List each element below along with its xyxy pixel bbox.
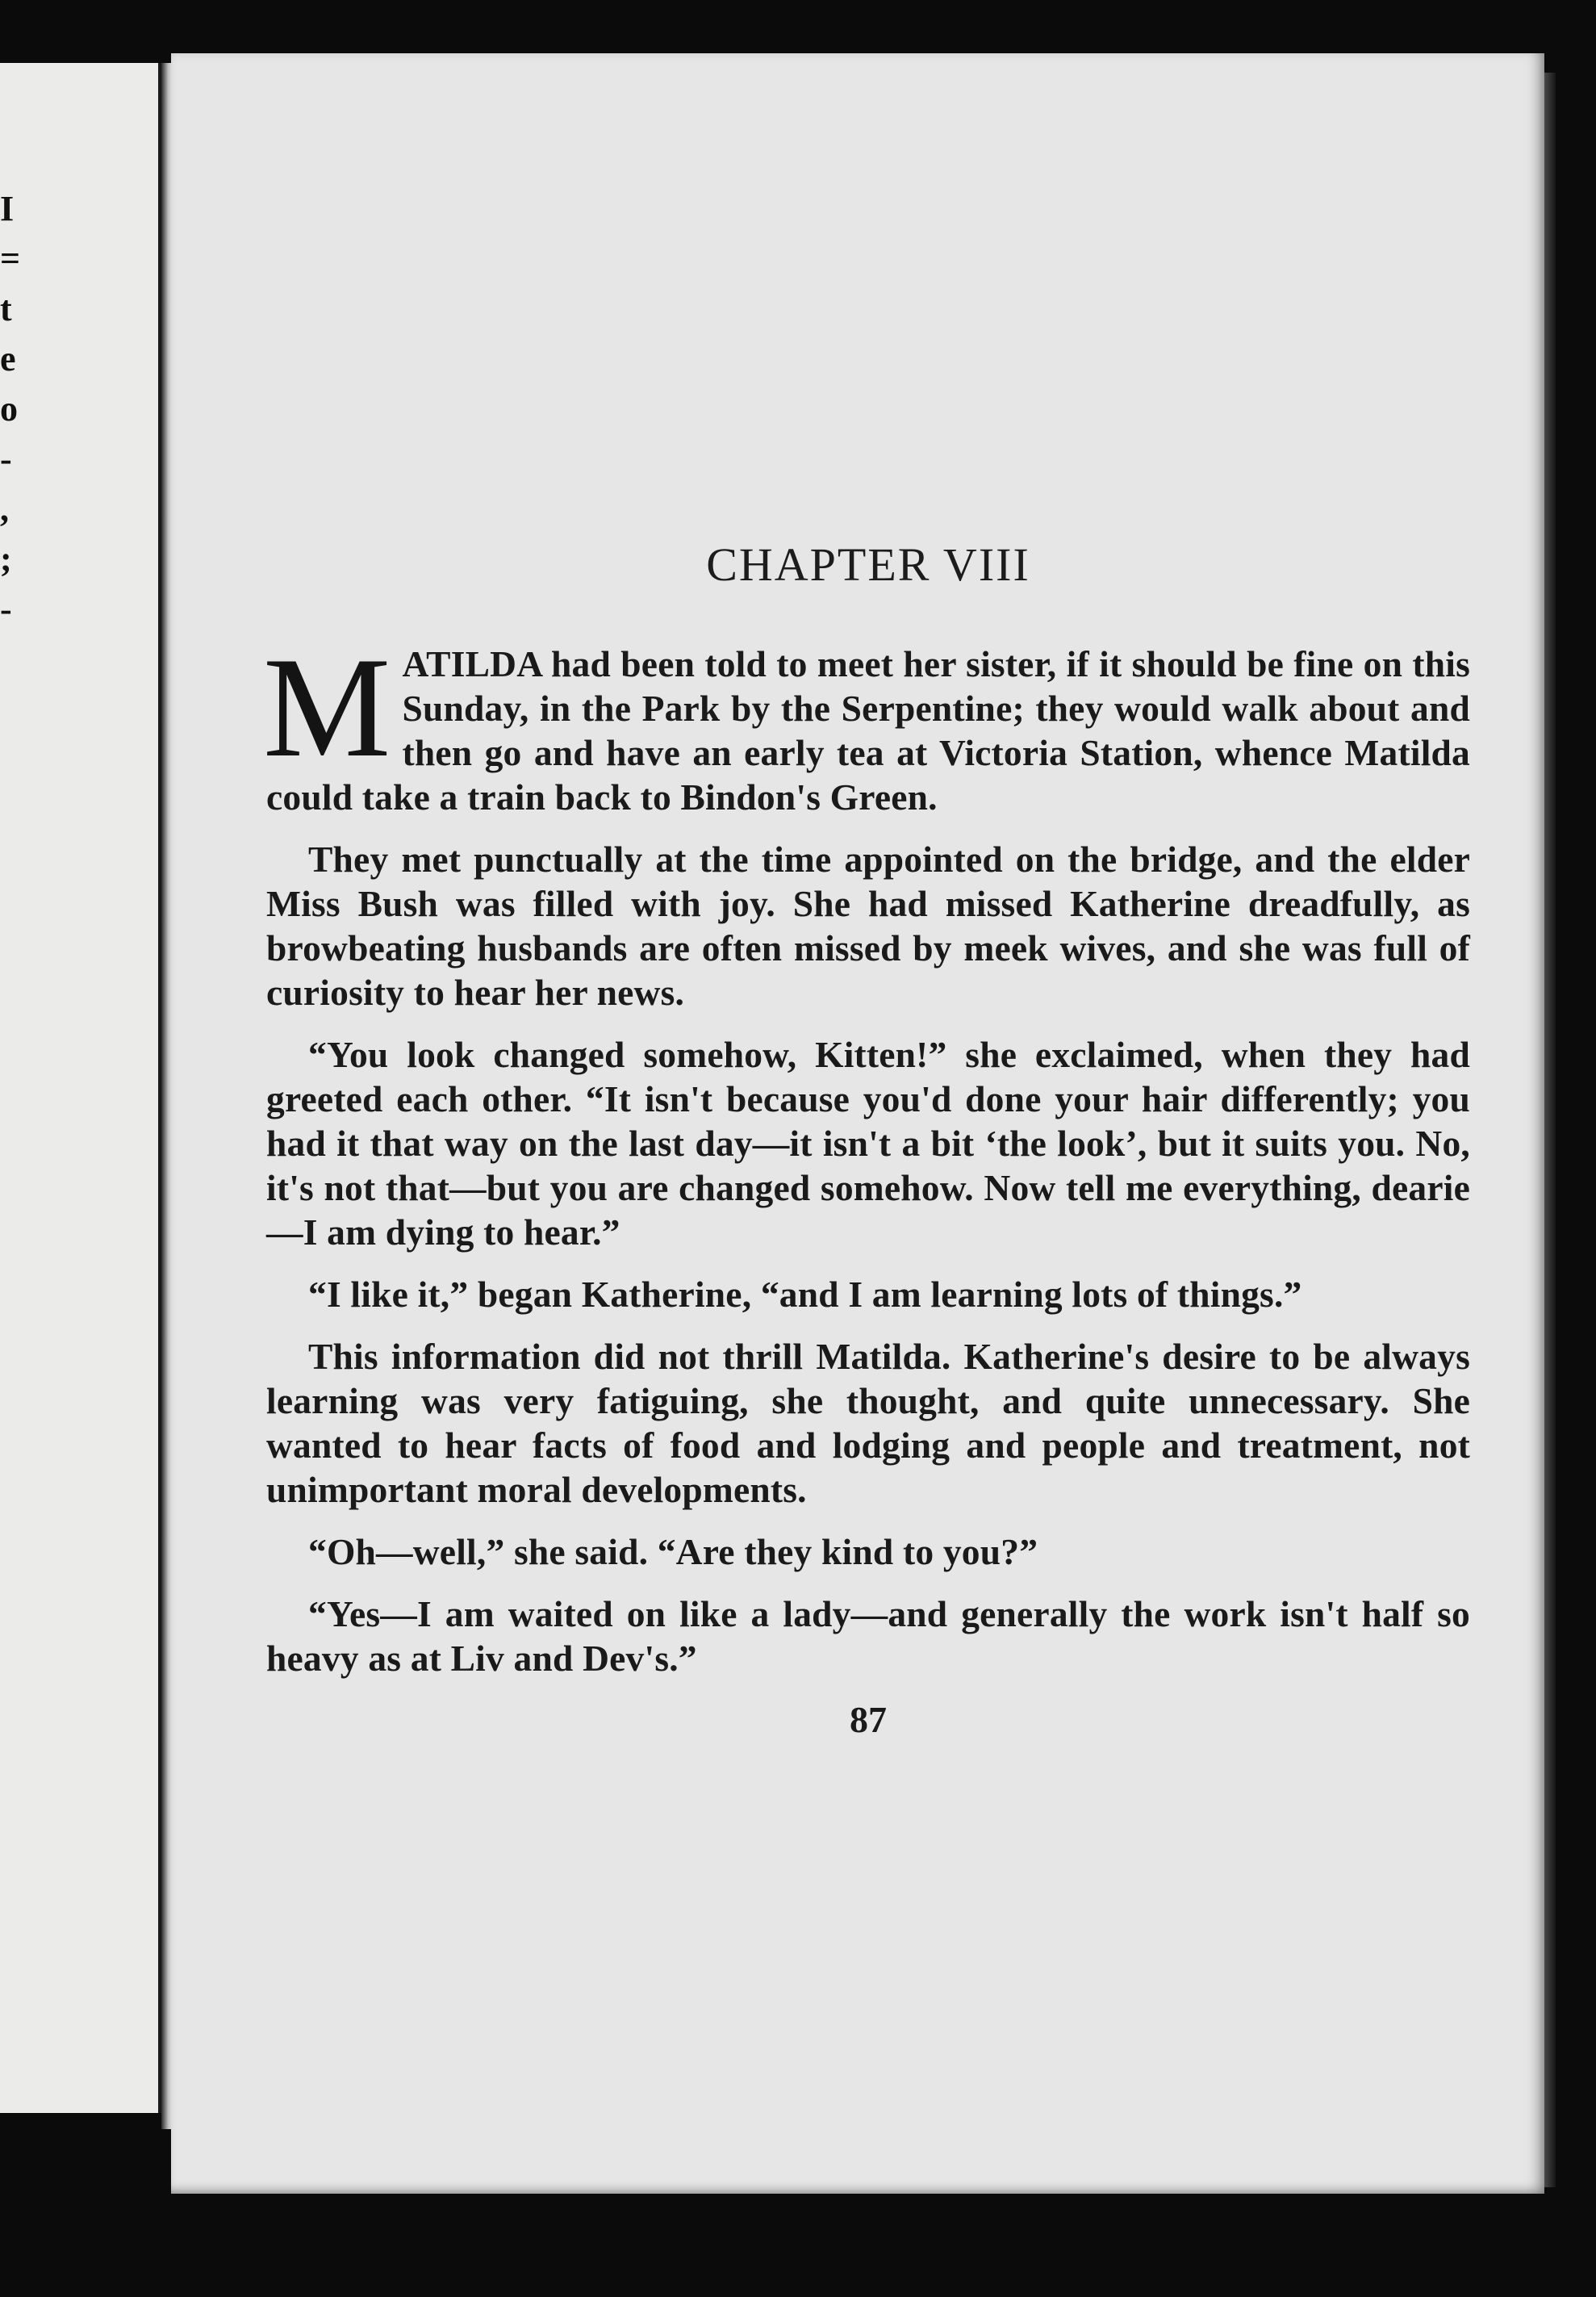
chapter-title: CHAPTER VIII bbox=[706, 538, 1030, 591]
page-content bbox=[263, 538, 1470, 1741]
previous-page-edge-text bbox=[0, 184, 24, 634]
paragraph: “You look changed somehow, Kitten!” she exclaimed, when they had greeted each other. “It isn't because you'd done your hair differently; you had it that way on the last day—it isn't a bit ‘the look’, but it suits you. No, it's not that—but you are changed somehow. Now tell me everything, dearie—I am dying to hear.” bbox=[266, 1034, 1470, 1253]
edge-mark: = bbox=[0, 239, 21, 278]
edge-mark: , bbox=[0, 489, 9, 529]
paragraph bbox=[263, 627, 1470, 819]
edge-mark: t bbox=[0, 289, 12, 328]
page-edge-shadow bbox=[1544, 73, 1556, 2187]
page-number: 87 bbox=[850, 1699, 887, 1740]
edge-mark: ; bbox=[0, 539, 12, 579]
paragraph: “Oh—well,” she said. “Are they kind to you?” bbox=[308, 1531, 1038, 1572]
edge-mark: - bbox=[0, 589, 12, 629]
previous-page bbox=[0, 63, 161, 2113]
edge-mark: - bbox=[0, 439, 12, 479]
paragraph: They met punctually at the time appointed on the bridge, and the elder Miss Bush was filled with joy. She had missed Katherine dreadfully, as browbeating husbands are often missed by meek wives, and she was full of curiosity to hear her news. bbox=[266, 839, 1470, 1013]
drop-cap: M bbox=[263, 627, 391, 787]
paragraph: “Yes—I am waited on like a lady—and generally the work isn't half so heavy as at Liv and Dev's.” bbox=[266, 1593, 1470, 1679]
edge-mark: o bbox=[0, 389, 18, 429]
edge-mark: e bbox=[0, 339, 16, 379]
paragraph: This information did not thrill Matilda. Katherine's desire to be always learning was very fatiguing, she thought, and quite unnecessary. She wanted to hear facts of food and lodging and people and treatment, not unimportant moral developments. bbox=[266, 1336, 1470, 1510]
book-page bbox=[171, 53, 1544, 2194]
edge-mark: I bbox=[0, 189, 15, 228]
paragraph-text: ATILDA had been told to meet her sister, if it should be fine on this Sunday, in the Park by the Serpentine; they would walk about and then go and have an early tea at Victoria Station, whence Matilda could take a train back to Bindon's Green. bbox=[266, 643, 1470, 818]
paragraph: “I like it,” began Katherine, “and I am learning lots of things.” bbox=[308, 1274, 1302, 1315]
